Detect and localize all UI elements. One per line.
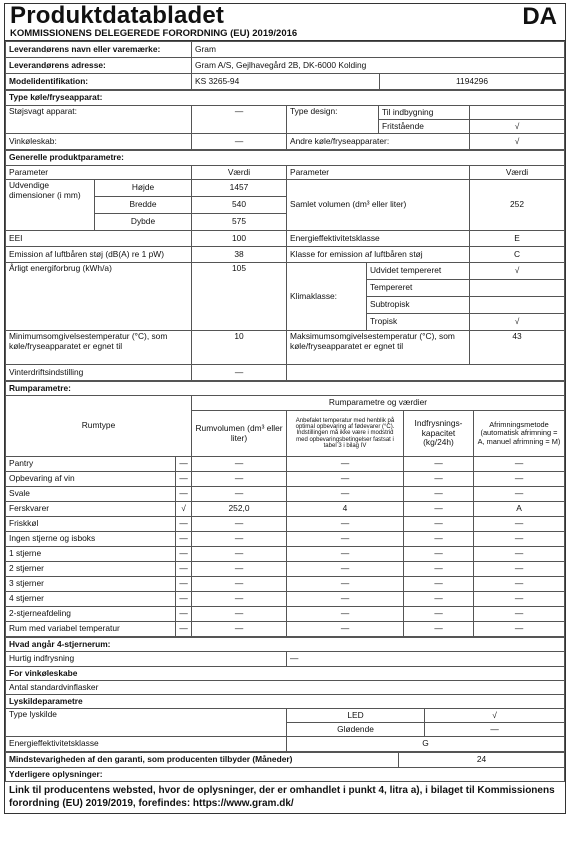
type-section-title: Type køle/fryseapparat:	[6, 91, 565, 106]
room-row	[6, 487, 565, 502]
datasheet-header	[5, 4, 565, 41]
room-defrost-method: —	[474, 547, 565, 562]
room-params-header: Rumparametre og værdier	[192, 396, 565, 411]
wine-storage-value: —	[192, 134, 287, 150]
room-freezing-capacity: —	[404, 487, 474, 502]
incandescent-value: —	[425, 723, 565, 737]
fast-freeze-label: Hurtig indfrysning	[6, 652, 287, 667]
room-freezing-capacity: —	[404, 547, 474, 562]
appliance-type-table	[5, 90, 565, 150]
room-freezing-capacity: —	[404, 472, 474, 487]
light-type-label: Type lyskilde	[6, 709, 287, 737]
noise-emission-value: 38	[192, 247, 287, 263]
model-id-label: Modelidentifikation:	[6, 74, 192, 90]
room-name: Ingen stjerne og isboks	[6, 532, 176, 547]
climate-subtropical-value	[470, 297, 565, 314]
room-defrost-method: —	[474, 517, 565, 532]
incandescent-label: Glødende	[287, 723, 425, 737]
climate-subtropical-label: Subtropisk	[367, 297, 470, 314]
height-label: Højde	[95, 180, 192, 197]
supplier-table	[5, 41, 565, 90]
climate-extended-label: Udvidet tempereret	[367, 263, 470, 280]
model-id-value: KS 3265-94	[192, 74, 380, 90]
room-volume: —	[192, 547, 287, 562]
winter-setting-value: —	[192, 365, 287, 381]
room-temperature: —	[287, 457, 404, 472]
noise-class-value: C	[470, 247, 565, 263]
room-row	[6, 517, 565, 532]
room-name: 2-stjerneafdeling	[6, 607, 176, 622]
room-temperature: —	[287, 472, 404, 487]
width-label: Bredde	[95, 197, 192, 214]
light-section-title: Lyskildeparametre	[6, 695, 565, 709]
climate-tropical-value: √	[470, 314, 565, 331]
room-volume: —	[192, 577, 287, 592]
room-name: Ferskvarer	[6, 502, 176, 517]
room-rows	[6, 457, 565, 637]
energy-class-label: Energieffektivitetsklasse	[287, 231, 470, 247]
room-volume: —	[192, 532, 287, 547]
room-present-flag: —	[176, 562, 192, 577]
room-defrost-method: A	[474, 502, 565, 517]
room-row	[6, 532, 565, 547]
room-row	[6, 607, 565, 622]
noise-emission-label: Emission af luftbåren støj (dB(A) re 1 pW)	[6, 247, 192, 263]
room-name: Rum med variabel temperatur	[6, 622, 176, 637]
room-defrost-method: —	[474, 622, 565, 637]
winter-setting-label: Vinterdriftsindstilling	[6, 365, 192, 381]
room-volume: —	[192, 517, 287, 532]
room-temperature: —	[287, 577, 404, 592]
height-value: 1457	[192, 180, 287, 197]
parameter-header: Parameter	[6, 166, 192, 180]
room-present-flag: √	[176, 502, 192, 517]
room-present-flag: —	[176, 472, 192, 487]
room-temperature: —	[287, 622, 404, 637]
freestanding-label: Fritstående	[379, 120, 470, 134]
room-volume: —	[192, 622, 287, 637]
room-present-flag: —	[176, 592, 192, 607]
room-volume: —	[192, 457, 287, 472]
room-temperature: —	[287, 562, 404, 577]
total-volume-label: Samlet volumen (dm³ eller liter)	[287, 180, 470, 231]
other-appliance-label: Andre køle/fryseapparater:	[287, 134, 470, 150]
room-temperature: —	[287, 532, 404, 547]
room-name: 4 stjerner	[6, 592, 176, 607]
supplier-name-value: Gram	[192, 42, 565, 58]
room-volume: —	[192, 607, 287, 622]
supplier-address-label: Leverandørens adresse:	[6, 58, 192, 74]
fast-freeze-value: —	[287, 652, 565, 667]
model-number: 1194296	[380, 74, 565, 90]
other-appliance-value: √	[470, 134, 565, 150]
min-ambient-temp-label: Minimumsomgivelsestemperatur (°C), som køle/fryseapparatet er egnet til	[6, 331, 192, 365]
built-in-value	[470, 106, 565, 120]
width-value: 540	[192, 197, 287, 214]
room-temperature: —	[287, 547, 404, 562]
room-freezing-capacity: —	[404, 622, 474, 637]
regulation-subtitle: KOMMISSIONENS DELEGEREDE FORORDNING (EU) 2019/2016	[10, 28, 298, 39]
eei-label: EEI	[6, 231, 192, 247]
page-title: Produktdatabladet	[10, 2, 225, 29]
room-name: 1 stjerne	[6, 547, 176, 562]
general-parameters-table	[5, 150, 565, 381]
extra-parameters-table	[5, 637, 565, 752]
product-datasheet	[4, 3, 566, 814]
room-type-header: Rumtype	[6, 396, 192, 457]
language-code: DA	[522, 3, 557, 30]
room-freezing-capacity: —	[404, 592, 474, 607]
room-freezing-capacity: —	[404, 517, 474, 532]
light-energy-class-value: G	[287, 737, 565, 752]
room-defrost-method: —	[474, 577, 565, 592]
room-name: 2 stjerner	[6, 562, 176, 577]
room-temperature: —	[287, 487, 404, 502]
climate-temperate-value	[470, 280, 565, 297]
annual-energy-value: 105	[192, 263, 287, 331]
climate-extended-value: √	[470, 263, 565, 280]
low-noise-value: —	[192, 106, 287, 134]
room-freezing-capacity: —	[404, 502, 474, 517]
recommended-temp-header: Anbefalet temperatur med henblik på optimal opbevaring af fødevarer (°C). Indstillingen må ikke være i modstrid med opbevaringsbetingelser fastsat i tabel 3 i bilag IV	[287, 411, 404, 457]
room-present-flag: —	[176, 607, 192, 622]
room-freezing-capacity: —	[404, 607, 474, 622]
room-name: Friskkøl	[6, 517, 176, 532]
value-header: Værdi	[192, 166, 287, 180]
room-volume: —	[192, 472, 287, 487]
room-row	[6, 622, 565, 637]
room-present-flag: —	[176, 547, 192, 562]
room-present-flag: —	[176, 622, 192, 637]
room-defrost-method: —	[474, 472, 565, 487]
compartment-table	[5, 381, 565, 637]
room-row	[6, 502, 565, 517]
room-name: Svale	[6, 487, 176, 502]
room-row	[6, 472, 565, 487]
room-row	[6, 547, 565, 562]
standard-bottles-label: Antal standardvinflasker	[6, 681, 565, 695]
empty-cell	[287, 365, 565, 381]
low-noise-label: Støjsvagt apparat:	[6, 106, 192, 134]
room-temperature: —	[287, 517, 404, 532]
freestanding-value: √	[470, 120, 565, 134]
room-freezing-capacity: —	[404, 562, 474, 577]
warranty-value: 24	[399, 753, 565, 768]
room-temperature: —	[287, 592, 404, 607]
room-volume: 252,0	[192, 502, 287, 517]
room-present-flag: —	[176, 517, 192, 532]
noise-class-label: Klasse for emission af luftbåren støj	[287, 247, 470, 263]
room-temperature: 4	[287, 502, 404, 517]
depth-label: Dybde	[95, 214, 192, 231]
room-defrost-method: —	[474, 592, 565, 607]
dimensions-label: Udvendige dimensioner (i mm)	[6, 180, 95, 231]
climate-temperate-label: Tempereret	[367, 280, 470, 297]
room-defrost-method: —	[474, 607, 565, 622]
room-row	[6, 562, 565, 577]
light-energy-class-label: Energieffektivitetsklasse	[6, 737, 287, 752]
depth-value: 575	[192, 214, 287, 231]
room-name: 3 stjerner	[6, 577, 176, 592]
room-defrost-method: —	[474, 562, 565, 577]
led-value: √	[425, 709, 565, 723]
general-section-title: Generelle produktparametre:	[6, 151, 565, 166]
wine-section-title: For vinkøleskabe	[6, 667, 565, 681]
warranty-label: Mindstevarigheden af den garanti, som producenten tilbyder (Måneder)	[6, 753, 399, 768]
room-freezing-capacity: —	[404, 457, 474, 472]
led-label: LED	[287, 709, 425, 723]
defrost-method-header: Afrimningsmetode (automatisk afrimning = A, manuel afrimning = M)	[474, 411, 565, 457]
room-row	[6, 577, 565, 592]
eei-value: 100	[192, 231, 287, 247]
room-volume: —	[192, 487, 287, 502]
freezing-capacity-header: Indfrysningskapacitet (kg/24h)	[404, 411, 474, 457]
four-star-section-title: Hvad angår 4-stjernerum:	[6, 638, 565, 652]
room-present-flag: —	[176, 577, 192, 592]
design-type-label: Type design:	[287, 106, 379, 134]
room-volume: —	[192, 562, 287, 577]
room-row	[6, 457, 565, 472]
climate-class-label: Klimaklasse:	[287, 263, 367, 331]
total-volume-value: 252	[470, 180, 565, 231]
room-defrost-method: —	[474, 532, 565, 547]
room-temperature: —	[287, 607, 404, 622]
rooms-section-title: Rumparametre:	[6, 382, 565, 396]
manufacturer-link-text: Link til producentens websted, hvor de oplysninger, der er omhandlet i punkt 4, litra a), i bilaget til Kommissionens forordning (EU) 2019/2019, forefindes: https://www.gram.dk/	[9, 785, 555, 809]
built-in-label: Til indbygning	[379, 106, 470, 120]
climate-tropical-label: Tropisk	[367, 314, 470, 331]
room-row	[6, 592, 565, 607]
room-freezing-capacity: —	[404, 532, 474, 547]
max-ambient-temp-label: Maksimumsomgivelsestemperatur (°C), som køle/fryseapparatet er egnet til	[287, 331, 470, 365]
room-defrost-method: —	[474, 487, 565, 502]
wine-storage-label: Vinkøleskab:	[6, 134, 192, 150]
min-ambient-temp-value: 10	[192, 331, 287, 365]
room-name: Pantry	[6, 457, 176, 472]
value-header-2: Værdi	[470, 166, 565, 180]
room-present-flag: —	[176, 532, 192, 547]
room-freezing-capacity: —	[404, 577, 474, 592]
annual-energy-label: Årligt energiforbrug (kWh/a)	[6, 263, 192, 331]
extra-info-section-title: Yderligere oplysninger:	[6, 768, 565, 782]
supplier-name-label: Leverandørens navn eller varemærke:	[6, 42, 192, 58]
max-ambient-temp-value: 43	[470, 331, 565, 365]
room-present-flag: —	[176, 487, 192, 502]
room-volume: —	[192, 592, 287, 607]
room-name: Opbevaring af vin	[6, 472, 176, 487]
energy-class-value: E	[470, 231, 565, 247]
room-present-flag: —	[176, 457, 192, 472]
supplier-address-value: Gram A/S, Gejlhavegård 2B, DK-6000 Kolding	[192, 58, 565, 74]
room-volume-header: Rumvolumen (dm³ eller liter)	[192, 411, 287, 457]
parameter-header-2: Parameter	[287, 166, 470, 180]
room-defrost-method: —	[474, 457, 565, 472]
warranty-table	[5, 752, 565, 782]
